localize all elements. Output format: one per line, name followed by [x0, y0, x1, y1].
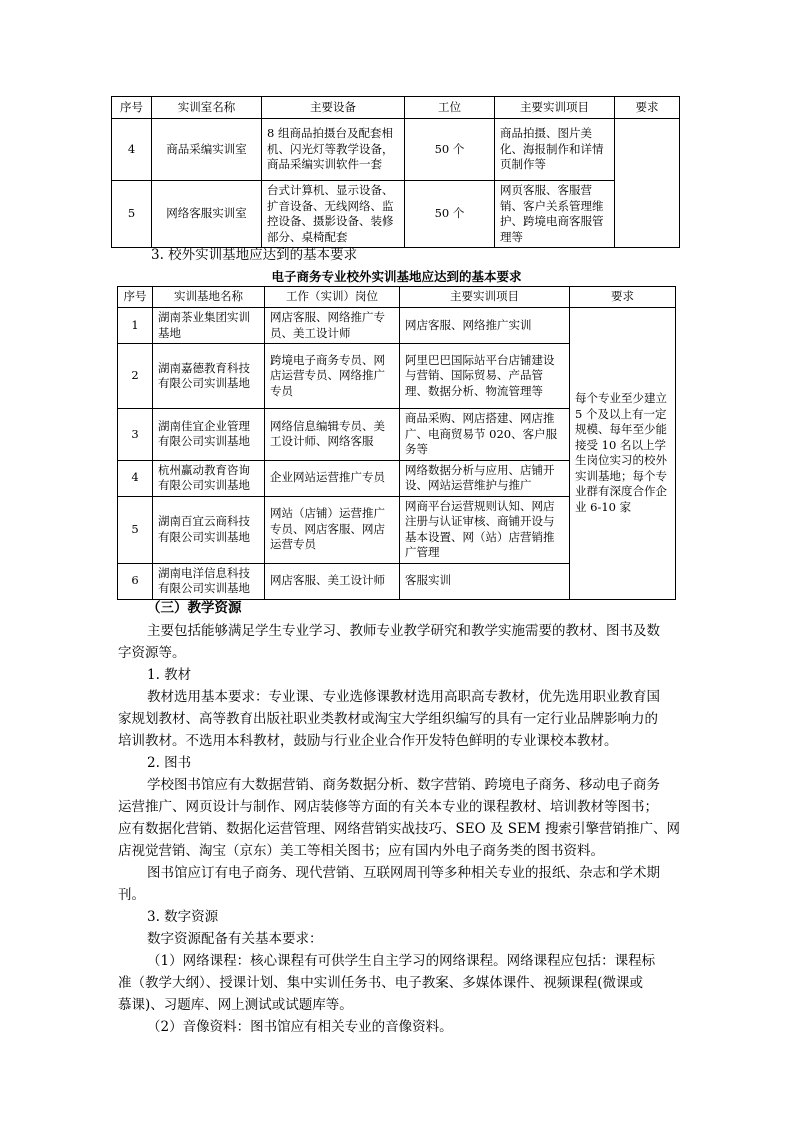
- table-cell: 网商平台运营规则认知、网店注册与认证审核、商铺开设与基本设置、网（站）店营销推广管理: [400, 496, 570, 563]
- table-caption: 电子商务专业校外实训基地应达到的基本要求: [271, 269, 522, 284]
- subsection-heading: 1. 教材: [147, 667, 192, 683]
- table-cell: 5: [112, 181, 152, 248]
- requirement-cell: 每个专业至少建立 5 个及以上有一定规模、每年至少能接受 10 名以上学生岗位实习的校外实训基地；每个专业群有深度合作企业 6-10 家: [570, 308, 676, 600]
- table-cell: 4: [118, 460, 153, 496]
- table-cell: 网站（店铺）运营推广专员、网店客服、网店运营专员: [265, 496, 400, 563]
- table-cell: 湖南百宜云商科技有限公司实训基地: [153, 496, 265, 563]
- table-cell: 5: [118, 496, 153, 563]
- table-cell: 企业网站运营推广专员: [265, 460, 400, 496]
- table-cell: 网络信息编辑专员、美工设计师、网络客服: [265, 409, 400, 461]
- table-cell: 客服实训: [400, 563, 570, 599]
- table-cell: 跨境电子商务专员、网店运营专员、网络推广专员: [265, 344, 400, 409]
- table-row: [118, 308, 676, 344]
- paragraph-line: 主要包括能够满足学生专业学习、教师专业教学研究和教学实施需要的教材、图书及数: [147, 623, 660, 639]
- table-cell: 商品采编实训室: [152, 119, 262, 181]
- paragraph-line: （2）音像资料：图书馆应有相关专业的音像资料。: [147, 1019, 453, 1035]
- section-heading: 3. 校外实训基地应达到的基本要求: [151, 247, 358, 263]
- table-cell: 网络客服实训室: [152, 181, 262, 248]
- table-cell: 湖南嘉德教育科技有限公司实训基地: [153, 344, 265, 409]
- table-cell: 网店客服、网络推广专员、美工设计师: [265, 308, 400, 344]
- table-cell: 3: [118, 409, 153, 461]
- header-cell: 主要实训项目: [400, 287, 570, 308]
- paragraph-line: 学校图书馆应有大数据营销、商务数据分析、数字营销、跨境电子商务、移动电子商务: [147, 777, 660, 793]
- paragraph-line: （1）网络课程：核心课程有可供学生自主学习的网络课程。网络课程应包括：课程标: [147, 953, 656, 969]
- table-cell: 50 个: [405, 119, 495, 181]
- paragraph-line: 字资源等。: [118, 645, 186, 661]
- paragraph-line: 慕课)、习题库、网上测试或试题库等。: [118, 997, 353, 1013]
- paragraph-line: 数字资源配备有关基本要求：: [147, 931, 323, 947]
- table-cell: 网店客服、美工设计师: [265, 563, 400, 599]
- header-cell: 主要设备: [262, 97, 405, 119]
- table-cell: 50 个: [405, 181, 495, 248]
- table-cell: 1: [118, 308, 153, 344]
- paragraph-line: 运营推广、网页设计与制作、网店装修等方面的有关本专业的课程教材、培训教材等图书；: [118, 799, 658, 815]
- header-cell: 实训基地名称: [153, 287, 265, 308]
- table-cell: 湖南电洋信息科技有限公司实训基地: [153, 563, 265, 599]
- paragraph-line: 应有数据化营销、数据化运营管理、网络营销实战技巧、SEO 及 SEM 搜索引擎营销推广、网: [118, 821, 680, 837]
- subsection-heading: 3. 数字资源: [147, 909, 219, 925]
- table-cell: 网页客服、客服营销、客户关系管理维护、跨境电商客服管理等: [495, 181, 615, 248]
- table-cell: 8 组商品拍摄台及配套相机、闪光灯等教学设备，商品采编实训软件一套: [262, 119, 405, 181]
- paragraph-line: 教材选用基本要求：专业课、专业选修课教材选用高职高专教材，优先选用职业教育国: [147, 689, 660, 705]
- table-header-row: [112, 97, 680, 119]
- paragraph-line: 刊。: [118, 887, 145, 903]
- paragraph-line: 家规划教材、高等教育出版社职业类教材或淘宝大学组织编写的具有一定行业品牌影响力的: [118, 711, 658, 727]
- header-cell: 工作（实训）岗位: [265, 287, 400, 308]
- base-table: [117, 286, 676, 600]
- header-cell: 要求: [570, 287, 676, 308]
- header-cell: 序号: [118, 287, 153, 308]
- lab-table: [111, 96, 680, 248]
- table-cell: 网络数据分析与应用、店铺开设、网站运营维护与推广: [400, 460, 570, 496]
- header-cell: 序号: [112, 97, 152, 119]
- table-row: [112, 181, 680, 248]
- paragraph-line: 培训教材。不选用本科教材，鼓励与行业企业合作开发特色鲜明的专业课校本教材。: [118, 733, 618, 749]
- table-header-row: [118, 287, 676, 308]
- header-cell: 实训室名称: [152, 97, 262, 119]
- table-cell: 2: [118, 344, 153, 409]
- table-cell: 杭州赢动教育咨询有限公司实训基地: [153, 460, 265, 496]
- table-cell: 6: [118, 563, 153, 599]
- table-cell: 4: [112, 119, 152, 181]
- paragraph-line: 图书馆应订有电子商务、现代营销、互联网周刊等多种相关专业的报纸、杂志和学术期: [147, 865, 660, 881]
- subsection-heading: 2. 图书: [147, 755, 192, 771]
- table-cell: 商品拍摄、图片美化、海报制作和详情页制作等: [495, 119, 615, 181]
- table-cell: 台式计算机、显示设备、扩音设备、无线网络、监控设备、摄影设备、装修部分、桌椅配套: [262, 181, 405, 248]
- table-cell: 网店客服、网络推广实训: [400, 308, 570, 344]
- table-cell: 湖南茶业集团实训基地: [153, 308, 265, 344]
- paragraph-line: 店视觉营销、淘宝（京东）美工等相关图书；应有国内外电子商务类的图书资料。: [118, 843, 604, 859]
- table-row: [112, 119, 680, 181]
- table-cell: 阿里巴巴国际站平台店铺建设与营销、国际贸易、产品管理、数据分析、物流管理等: [400, 344, 570, 409]
- table-cell: 湖南佳宜企业管理有限公司实训基地: [153, 409, 265, 461]
- header-cell: 工位: [405, 97, 495, 119]
- paragraph-line: 准（教学大纲）、授课计划、集中实训任务书、电子教案、多媒体课件、视频课程(微课或: [118, 975, 644, 991]
- section-heading: （三）教学资源: [147, 600, 242, 616]
- table-cell: 商品采购、网店搭建、网店推广、电商贸易节 020、客户服务等: [400, 409, 570, 461]
- requirement-cell: [615, 119, 680, 248]
- header-cell: 主要实训项目: [495, 97, 615, 119]
- header-cell: 要求: [615, 97, 680, 119]
